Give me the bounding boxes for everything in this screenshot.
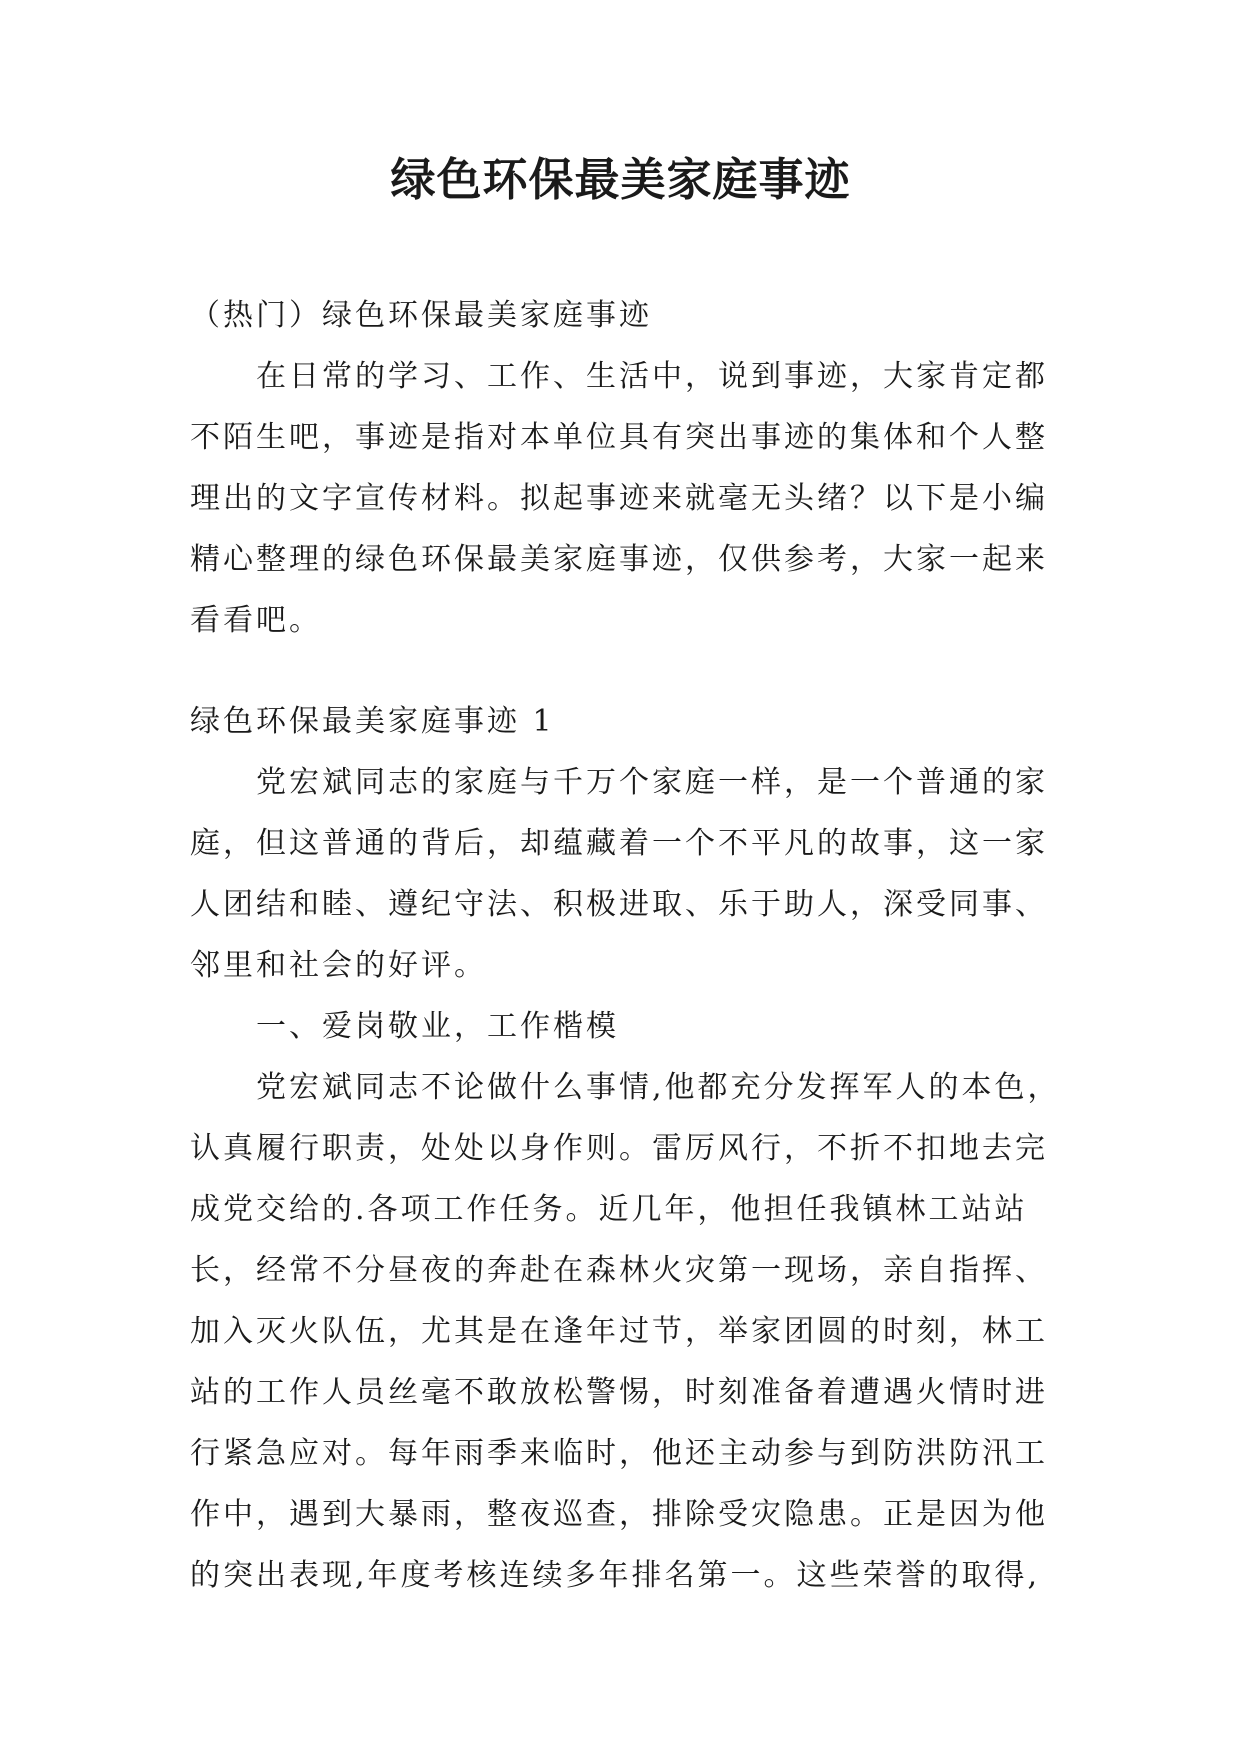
body-line: 党宏斌同志不论做什么事情,他都充分发挥军人的本色，: [256, 1070, 1061, 1105]
intro-line: 精心整理的绿色环保最美家庭事迹，仅供参考，大家一起来: [190, 542, 1048, 577]
document-subtitle: （热门）绿色环保最美家庭事迹: [190, 298, 652, 333]
body-line: 的突出表现,年度考核连续多年排名第一。这些荣誉的取得,: [190, 1558, 1041, 1593]
document-title: 绿色环保最美家庭事迹: [390, 153, 851, 206]
document-body: [190, 285, 1065, 1606]
section-line: 党宏斌同志的家庭与千万个家庭一样，是一个普通的家: [256, 765, 1048, 800]
paragraph-gap: [190, 651, 1065, 691]
body-line: 成党交给的.各项工作任务。近几年，他担任我镇林工站站: [190, 1192, 1028, 1227]
body-line: 站的工作人员丝毫不敢放松警惕，时刻准备着遭遇火情时进: [190, 1375, 1048, 1410]
section-line: 庭，但这普通的背后，却蕴藏着一个不平凡的故事，这一家: [190, 826, 1048, 861]
section-line: 邻里和社会的好评。: [190, 948, 487, 983]
intro-line: 理出的文字宣传材料。拟起事迹来就毫无头绪？以下是小编: [190, 481, 1048, 516]
subheading: 一、爱岗敬业，工作楷模: [256, 1009, 619, 1044]
body-line: 加入灭火队伍，尤其是在逢年过节，举家团圆的时刻，林工: [190, 1314, 1048, 1349]
section-heading: 绿色环保最美家庭事迹 1: [190, 704, 555, 739]
section-line: 人团结和睦、遵纪守法、积极进取、乐于助人，深受同事、: [190, 887, 1048, 922]
intro-line: 不陌生吧，事迹是指对本单位具有突出事迹的集体和个人整: [190, 420, 1048, 455]
body-line: 认真履行职责，处处以身作则。雷厉风行，不折不扣地去完: [190, 1131, 1048, 1166]
body-line: 长，经常不分昼夜的奔赴在森林火灾第一现场，亲自指挥、: [190, 1253, 1048, 1288]
intro-line: 看看吧。: [190, 603, 322, 638]
intro-line: 在日常的学习、工作、生活中，说到事迹，大家肯定都: [256, 359, 1048, 394]
body-line: 行紧急应对。每年雨季来临时，他还主动参与到防洪防汛工: [190, 1436, 1048, 1471]
body-line: 作中，遇到大暴雨，整夜巡查，排除受灾隐患。正是因为他: [190, 1497, 1048, 1532]
